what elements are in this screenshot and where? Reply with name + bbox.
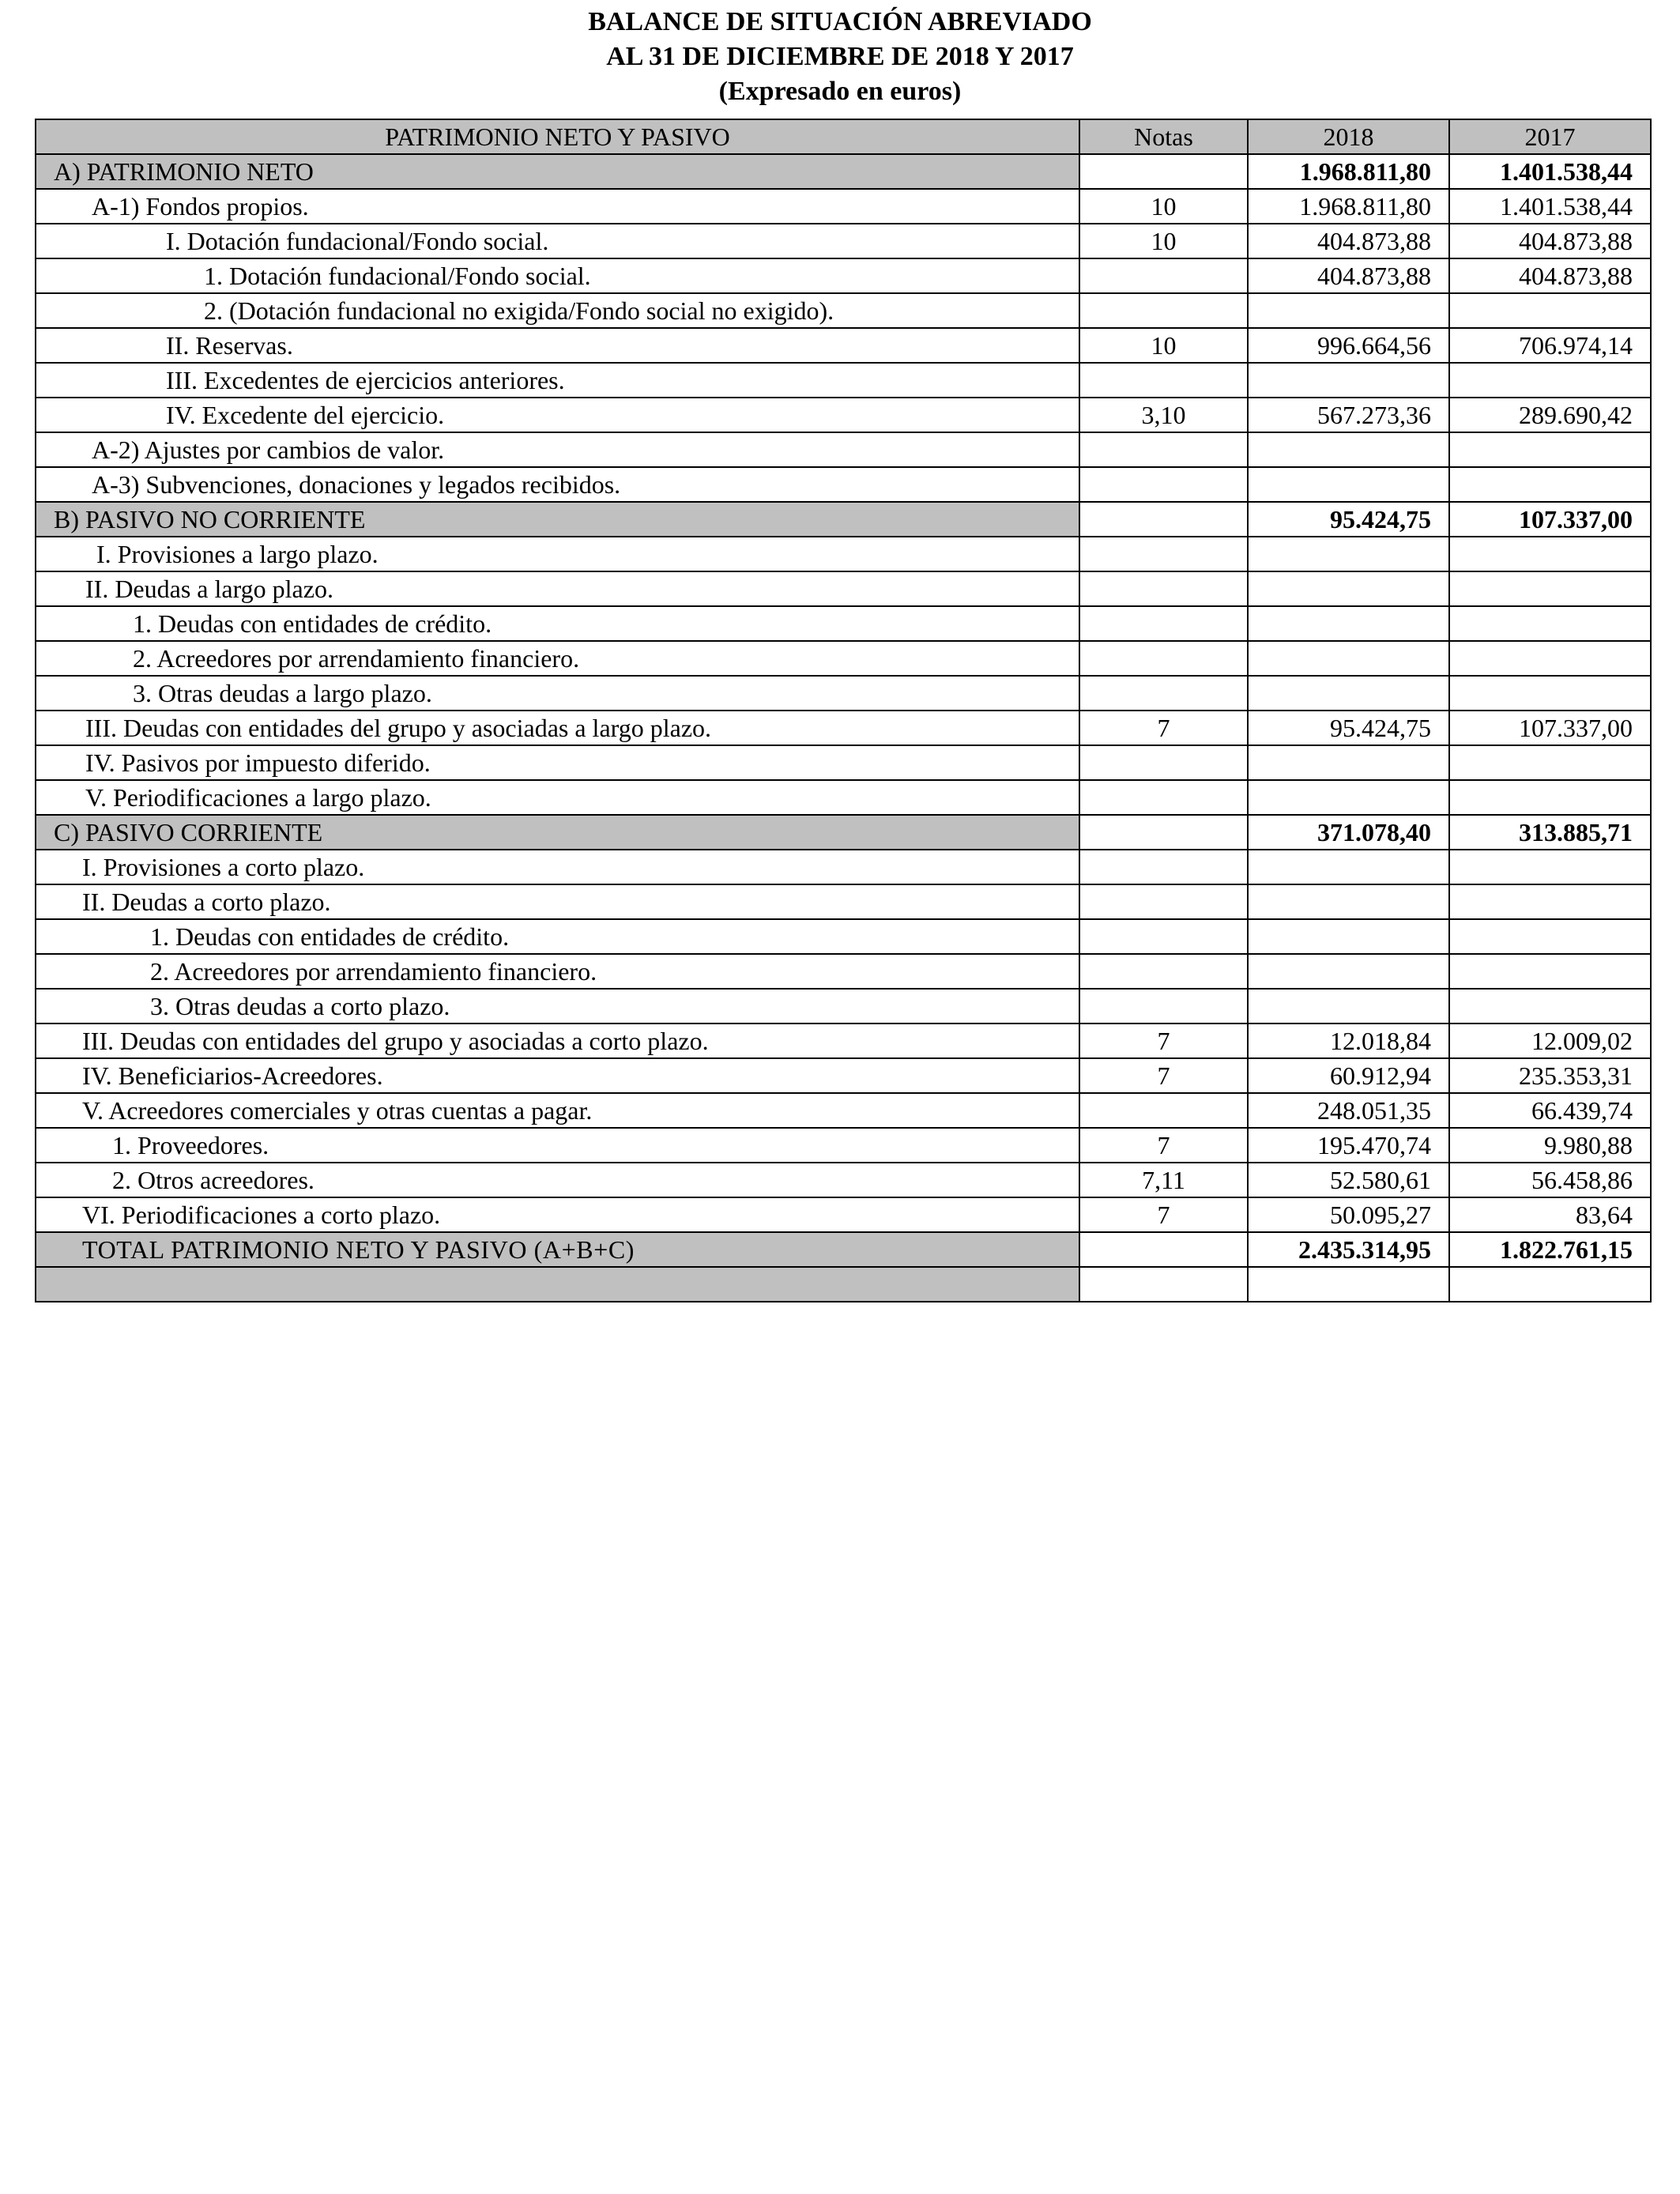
column-header-2018: 2018 (1248, 119, 1449, 154)
row-value-2018 (1248, 606, 1449, 641)
row-value-2018 (1248, 363, 1449, 398)
table-row (36, 363, 1651, 398)
row-label: I. Provisiones a corto plazo. (36, 850, 1079, 884)
table-row (36, 780, 1651, 815)
row-label: II. Deudas a corto plazo. (36, 884, 1079, 919)
row-value-2018 (1248, 571, 1449, 606)
row-value-2018 (1248, 954, 1449, 989)
row-value-2018: 95.424,75 (1248, 711, 1449, 745)
blank-cell (1079, 1267, 1248, 1302)
row-label: B) PASIVO NO CORRIENTE (36, 502, 1079, 537)
row-value-2018: 60.912,94 (1248, 1058, 1449, 1093)
row-notes: 10 (1079, 224, 1248, 258)
row-notes: 3,10 (1079, 398, 1248, 432)
row-notes (1079, 293, 1248, 328)
row-notes (1079, 502, 1248, 537)
row-value-2017: 706.974,14 (1449, 328, 1651, 363)
total-value-2017: 1.822.761,15 (1449, 1232, 1651, 1267)
row-value-2017 (1449, 571, 1651, 606)
blank-cell (36, 1267, 1079, 1302)
blank-row (36, 1267, 1651, 1302)
row-label: I. Provisiones a largo plazo. (36, 537, 1079, 571)
row-value-2018 (1248, 432, 1449, 467)
row-label: IV. Beneficiarios-Acreedores. (36, 1058, 1079, 1093)
row-notes (1079, 884, 1248, 919)
table-row (36, 884, 1651, 919)
row-value-2017: 1.401.538,44 (1449, 154, 1651, 189)
row-value-2017 (1449, 884, 1651, 919)
row-label: A-2) Ajustes por cambios de valor. (36, 432, 1079, 467)
row-value-2017: 56.458,86 (1449, 1163, 1651, 1197)
row-value-2018 (1248, 293, 1449, 328)
table-row (36, 919, 1651, 954)
row-value-2018 (1248, 780, 1449, 815)
table-row (36, 1023, 1651, 1058)
column-header-notes: Notas (1079, 119, 1248, 154)
row-value-2018: 248.051,35 (1248, 1093, 1449, 1128)
row-label: A-1) Fondos propios. (36, 189, 1079, 224)
row-value-2017 (1449, 363, 1651, 398)
row-notes (1079, 745, 1248, 780)
row-label: IV. Pasivos por impuesto diferido. (36, 745, 1079, 780)
row-label: I. Dotación fundacional/Fondo social. (36, 224, 1079, 258)
total-row-label: TOTAL PATRIMONIO NETO Y PASIVO (A+B+C) (36, 1232, 1079, 1267)
section-row-pasivo-no-corriente (36, 502, 1651, 537)
balance-sheet-table (35, 119, 1652, 1302)
row-label: V. Periodificaciones a largo plazo. (36, 780, 1079, 815)
row-label: 3. Otras deudas a largo plazo. (36, 676, 1079, 711)
document-header (0, 0, 1680, 109)
row-notes: 10 (1079, 189, 1248, 224)
row-notes: 10 (1079, 328, 1248, 363)
row-notes (1079, 989, 1248, 1023)
row-value-2018: 95.424,75 (1248, 502, 1449, 537)
column-header-2017: 2017 (1449, 119, 1651, 154)
row-notes (1079, 954, 1248, 989)
row-value-2017 (1449, 780, 1651, 815)
table-row (36, 398, 1651, 432)
table-row (36, 954, 1651, 989)
row-value-2018 (1248, 850, 1449, 884)
table-row (36, 850, 1651, 884)
row-label: 1. Dotación fundacional/Fondo social. (36, 258, 1079, 293)
row-value-2018: 1.968.811,80 (1248, 154, 1449, 189)
column-header-label: PATRIMONIO NETO Y PASIVO (36, 119, 1079, 154)
row-notes (1079, 919, 1248, 954)
row-value-2017: 66.439,74 (1449, 1093, 1651, 1128)
table-row (36, 258, 1651, 293)
row-notes (1079, 571, 1248, 606)
document-title: BALANCE DE SITUACIÓN ABREVIADO (588, 7, 1092, 36)
row-label: V. Acreedores comerciales y otras cuentas a pagar. (36, 1093, 1079, 1128)
row-label: A-3) Subvenciones, donaciones y legados recibidos. (36, 467, 1079, 502)
row-value-2017: 313.885,71 (1449, 815, 1651, 850)
row-label: 2. Acreedores por arrendamiento financiero. (36, 954, 1079, 989)
row-value-2017 (1449, 676, 1651, 711)
row-label: C) PASIVO CORRIENTE (36, 815, 1079, 850)
table-row (36, 1128, 1651, 1163)
row-value-2017: 83,64 (1449, 1197, 1651, 1232)
row-value-2017: 289.690,42 (1449, 398, 1651, 432)
row-value-2018: 12.018,84 (1248, 1023, 1449, 1058)
row-value-2017 (1449, 293, 1651, 328)
total-row (36, 1232, 1651, 1267)
table-row (36, 745, 1651, 780)
row-value-2018 (1248, 745, 1449, 780)
row-value-2017 (1449, 954, 1651, 989)
row-value-2017 (1449, 850, 1651, 884)
table-row (36, 989, 1651, 1023)
row-value-2018: 404.873,88 (1248, 224, 1449, 258)
row-notes: 7 (1079, 1128, 1248, 1163)
row-label: 2. Acreedores por arrendamiento financiero. (36, 641, 1079, 676)
table-row (36, 467, 1651, 502)
document-currency-note: (Expresado en euros) (718, 77, 962, 106)
row-value-2017: 404.873,88 (1449, 224, 1651, 258)
row-value-2017 (1449, 537, 1651, 571)
row-notes: 7 (1079, 711, 1248, 745)
table-row (36, 606, 1651, 641)
row-value-2018 (1248, 989, 1449, 1023)
table-row (36, 537, 1651, 571)
row-value-2017: 107.337,00 (1449, 711, 1651, 745)
row-notes (1079, 467, 1248, 502)
row-notes (1079, 363, 1248, 398)
row-notes (1079, 606, 1248, 641)
table-row (36, 641, 1651, 676)
row-value-2018 (1248, 641, 1449, 676)
row-label: 1. Deudas con entidades de crédito. (36, 919, 1079, 954)
row-value-2017: 12.009,02 (1449, 1023, 1651, 1058)
row-value-2018: 50.095,27 (1248, 1197, 1449, 1232)
row-value-2017: 404.873,88 (1449, 258, 1651, 293)
row-value-2018: 996.664,56 (1248, 328, 1449, 363)
row-notes (1079, 641, 1248, 676)
table-header-row (36, 119, 1651, 154)
row-notes (1079, 780, 1248, 815)
row-value-2018: 1.968.811,80 (1248, 189, 1449, 224)
row-value-2018: 52.580,61 (1248, 1163, 1449, 1197)
row-label: II. Reservas. (36, 328, 1079, 363)
row-label: III. Excedentes de ejercicios anteriores. (36, 363, 1079, 398)
table-row (36, 1197, 1651, 1232)
row-value-2017 (1449, 606, 1651, 641)
row-notes (1079, 850, 1248, 884)
row-notes (1079, 258, 1248, 293)
row-label: III. Deudas con entidades del grupo y asociadas a corto plazo. (36, 1023, 1079, 1058)
row-notes: 7 (1079, 1023, 1248, 1058)
row-value-2018: 567.273,36 (1248, 398, 1449, 432)
row-label: IV. Excedente del ejercicio. (36, 398, 1079, 432)
table-row (36, 293, 1651, 328)
section-row-pasivo-corriente (36, 815, 1651, 850)
row-notes: 7 (1079, 1197, 1248, 1232)
total-value-2018: 2.435.314,95 (1248, 1232, 1449, 1267)
row-value-2018 (1248, 884, 1449, 919)
row-label: 1. Deudas con entidades de crédito. (36, 606, 1079, 641)
table-row (36, 432, 1651, 467)
row-notes: 7,11 (1079, 1163, 1248, 1197)
table-row (36, 1058, 1651, 1093)
document-subtitle: AL 31 DE DICIEMBRE DE 2018 Y 2017 (606, 42, 1074, 71)
row-notes (1079, 1232, 1248, 1267)
row-label: III. Deudas con entidades del grupo y asociadas a largo plazo. (36, 711, 1079, 745)
row-notes (1079, 154, 1248, 189)
table-row (36, 1093, 1651, 1128)
row-value-2017 (1449, 745, 1651, 780)
row-notes: 7 (1079, 1058, 1248, 1093)
row-label: II. Deudas a largo plazo. (36, 571, 1079, 606)
blank-cell (1248, 1267, 1449, 1302)
row-value-2017: 235.353,31 (1449, 1058, 1651, 1093)
row-value-2017: 107.337,00 (1449, 502, 1651, 537)
row-label: 3. Otras deudas a corto plazo. (36, 989, 1079, 1023)
row-value-2017 (1449, 641, 1651, 676)
table-row (36, 676, 1651, 711)
row-value-2018: 404.873,88 (1248, 258, 1449, 293)
row-value-2018 (1248, 919, 1449, 954)
table-row (36, 1163, 1651, 1197)
row-value-2018 (1248, 676, 1449, 711)
row-value-2018: 371.078,40 (1248, 815, 1449, 850)
table-row (36, 328, 1651, 363)
table-row (36, 224, 1651, 258)
row-label: 2. (Dotación fundacional no exigida/Fondo social no exigido). (36, 293, 1079, 328)
row-value-2017 (1449, 919, 1651, 954)
row-label: 2. Otros acreedores. (36, 1163, 1079, 1197)
table-row (36, 189, 1651, 224)
row-value-2018: 195.470,74 (1248, 1128, 1449, 1163)
section-row-patrimonio-neto (36, 154, 1651, 189)
blank-cell (1449, 1267, 1651, 1302)
row-label: VI. Periodificaciones a corto plazo. (36, 1197, 1079, 1232)
row-value-2018 (1248, 537, 1449, 571)
row-notes (1079, 432, 1248, 467)
row-value-2017 (1449, 989, 1651, 1023)
row-notes (1079, 537, 1248, 571)
row-label: 1. Proveedores. (36, 1128, 1079, 1163)
row-value-2017: 9.980,88 (1449, 1128, 1651, 1163)
row-value-2017 (1449, 432, 1651, 467)
row-value-2017 (1449, 467, 1651, 502)
row-notes (1079, 676, 1248, 711)
row-label: A) PATRIMONIO NETO (36, 154, 1079, 189)
row-value-2017: 1.401.538,44 (1449, 189, 1651, 224)
row-value-2018 (1248, 467, 1449, 502)
row-notes (1079, 815, 1248, 850)
table-row (36, 571, 1651, 606)
row-notes (1079, 1093, 1248, 1128)
table-row (36, 711, 1651, 745)
